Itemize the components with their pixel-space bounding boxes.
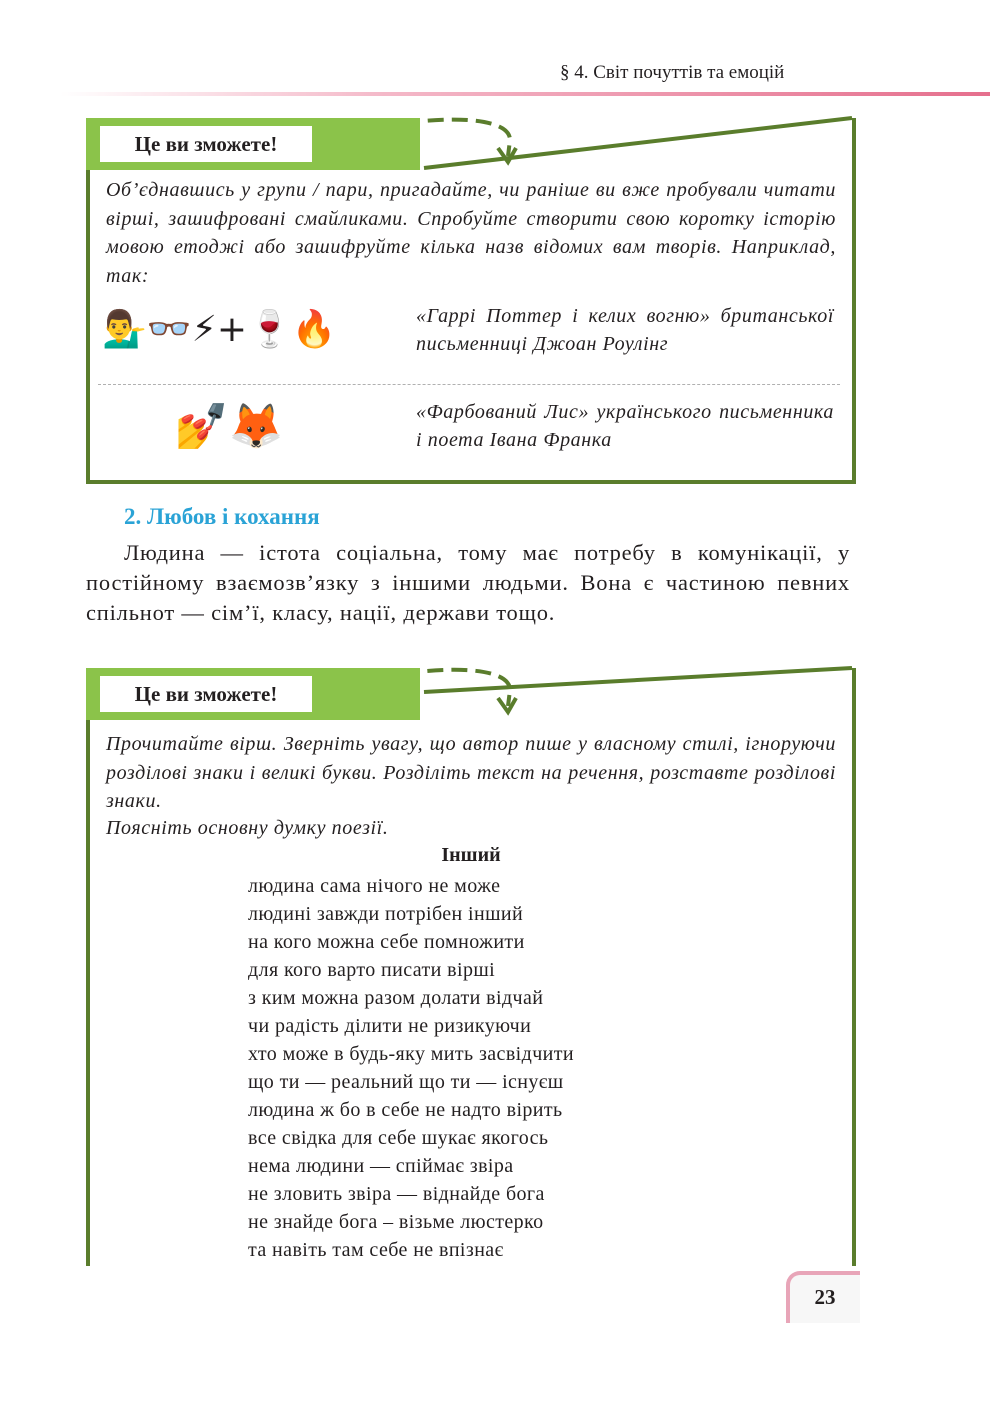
tab-label: Це ви зможете! <box>100 126 312 162</box>
section-title: 2. Любов і кохання <box>124 504 320 529</box>
poem-line: не знайде бога – візьме люстерко <box>248 1211 544 1233</box>
example-caption-2: «Фарбований Лис» українського письменника і поета Івана Франка <box>416 401 834 451</box>
tab-badge <box>86 118 420 170</box>
poem-title: Інший <box>441 844 501 866</box>
poem-line: що ти — реальний що ти — існуєш <box>248 1071 564 1093</box>
tab-label: Це ви зможете! <box>100 676 312 712</box>
running-header: § 4. Світ почуттів та емоцій <box>560 62 785 83</box>
instruction-text-2: Поясніть основну думку поезії. <box>106 817 389 839</box>
page-number: 23 <box>786 1271 860 1323</box>
example-divider <box>98 384 840 385</box>
emoji-cipher-1: 💁‍♂️👓⚡+🍷🔥 <box>102 309 337 350</box>
poem-line: та навіть там себе не впізнає <box>248 1239 504 1261</box>
instruction-text: Об’єднавшись у групи / пари, пригадайте, чи раніше ви вже пробували читати вірші, зашифровані смайликами. Спробуйте створити свою коротку історію мовою етоджі або зашифруйте кілька назв відомих вам творів. Наприклад, так: <box>106 179 836 287</box>
poem-line: не зловить звіра — віднайде бога <box>248 1183 545 1205</box>
poem-line: людина ж бо в себе не надто вірить <box>248 1099 563 1121</box>
section-text: Людина — істота соціальна, тому має потребу в комунікації, у постійному взаємозв’язку з іншими людьми. Вона є частиною певних спільнот — сім’ї, класу, нації, держави тощо. <box>86 540 850 625</box>
poem-line: з ким можна разом долати відчай <box>248 987 544 1009</box>
activity-box-1 <box>86 118 856 484</box>
poem-line: людина сама нічого не може <box>248 875 501 897</box>
poem-line: все свідка для себе шукає якогось <box>248 1127 549 1149</box>
poem-line: на кого можна себе помножити <box>248 931 525 953</box>
tab-badge <box>86 668 420 720</box>
header-rule <box>60 92 990 96</box>
example-caption-1: «Гаррі Поттер і келих вогню» британської письменниці Джоан Роулінг <box>416 305 834 355</box>
poem-line: чи радість ділити не ризикуючи <box>248 1015 532 1037</box>
section-paragraph <box>86 538 850 628</box>
emoji-cipher-2: 💅🦊 <box>174 401 284 452</box>
poem-line: хто може в будь-яку мить засвідчити <box>248 1043 575 1065</box>
poem-line: людині завжди потрібен інший <box>248 903 524 925</box>
poem-line: нема людини — спіймає звіра <box>248 1155 514 1177</box>
activity-box-2 <box>86 668 856 1266</box>
poem <box>248 872 574 1264</box>
instruction-text: Прочитайте вірш. Зверніть увагу, що автор пише у власному стилі, ігноруючи розділові знаки і великі букви. Розділіть текст на речення, розставте розділові знаки. <box>106 733 836 812</box>
poem-line: для кого варто писати вірші <box>248 959 496 981</box>
